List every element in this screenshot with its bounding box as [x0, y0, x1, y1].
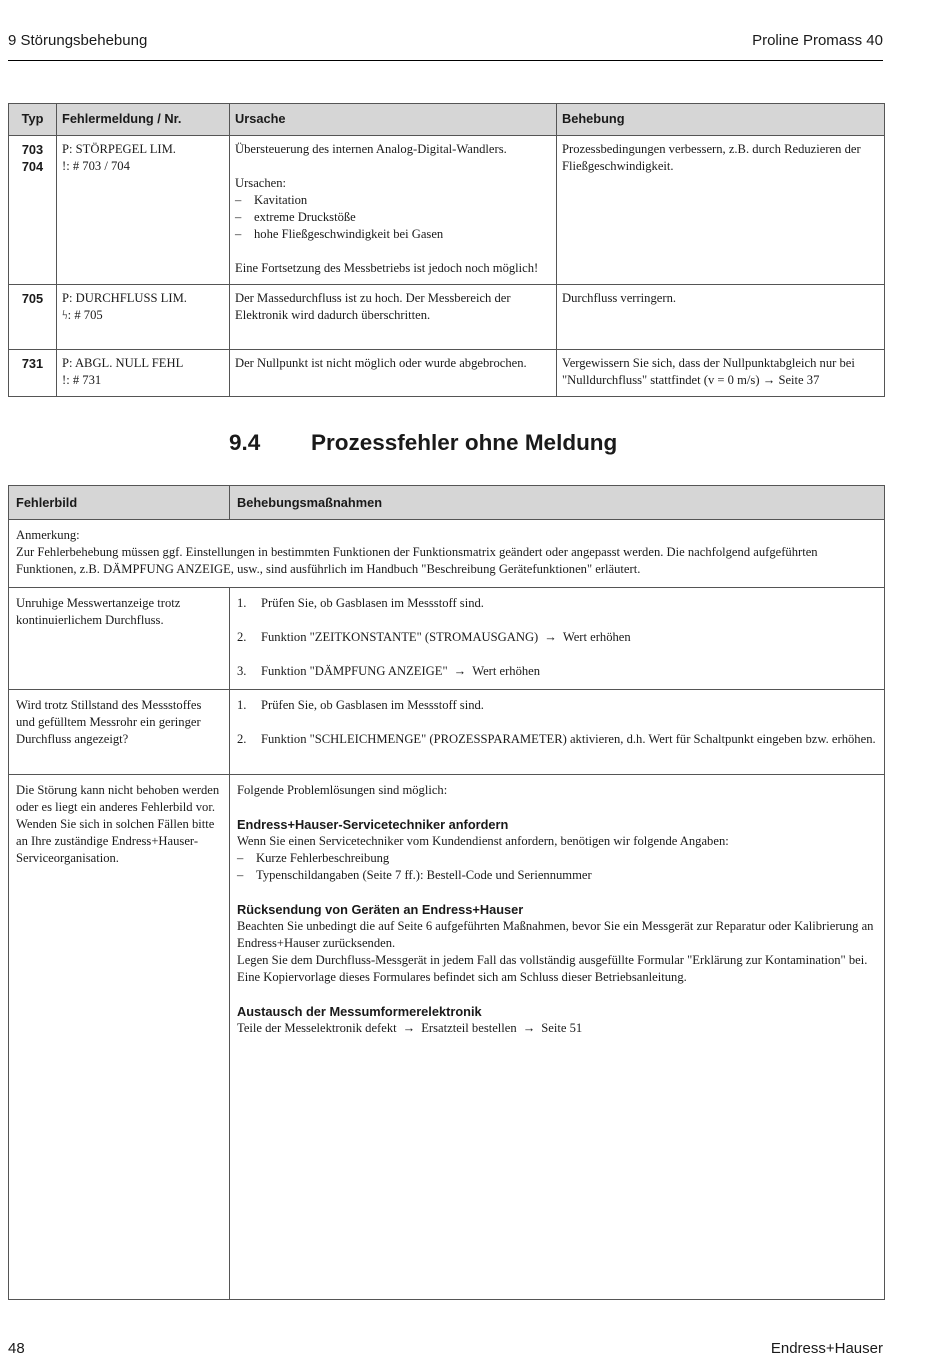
measures-cell: [230, 690, 885, 775]
intro-text: Folgende Problemlösungen sind möglich:: [237, 783, 448, 797]
paragraph: Beachten Sie unbedingt die auf Seite 6 aufgeführten Maßnahmen, bevor Sie ein Messgerät zur Reparatur oder Kalibrierung an Endress+Hauser zurücksenden.: [237, 919, 874, 950]
error-message-cell: [57, 285, 230, 350]
table-header-row: [9, 104, 885, 136]
cause-cell: [230, 136, 557, 285]
page-number: 48: [8, 1340, 25, 1357]
table-row: [9, 136, 885, 285]
step-result: Wert erhöhen: [562, 630, 631, 644]
measures-cell: [230, 775, 885, 1300]
list-item: [237, 663, 877, 680]
table-row: [9, 690, 885, 775]
paragraph-text: Teile der Messelektronik defekt: [237, 1021, 397, 1035]
list-item: [237, 595, 877, 612]
step-number: 2.: [237, 630, 247, 644]
list-item: [237, 731, 877, 748]
table-row: [9, 588, 885, 690]
step-text: Funktion "ZEITKONSTANTE" (STROMAUSGANG): [261, 630, 539, 644]
error-number: !: # 731: [62, 373, 102, 387]
column-header-remedy: Behebung: [557, 104, 885, 136]
table-row: [9, 285, 885, 350]
step-number: 2.: [237, 732, 247, 746]
process-error-table: [8, 485, 885, 1300]
section-heading: [229, 430, 618, 455]
page-reference: Seite 51: [541, 1021, 583, 1035]
error-number: ϟ: # 705: [62, 308, 103, 322]
arrow-icon: →: [522, 1021, 536, 1035]
error-code: 703: [21, 142, 44, 157]
column-header-message: Fehlermeldung / Nr.: [57, 104, 230, 136]
cause-cell: Der Nullpunkt ist nicht möglich oder wurde abgebrochen.: [230, 350, 557, 397]
remedy-cell: Prozessbedingungen verbessern, z.B. durch Reduzieren der Fließgeschwindigkeit.: [557, 136, 885, 285]
paragraph: Wenn Sie einen Servicetechniker vom Kundendienst anfordern, benötigen wir folgende Angaben:: [237, 834, 729, 848]
cause-cell: Der Massedurchfluss ist zu hoch. Der Messbereich der Elektronik wird dadurch überschritten.: [230, 285, 557, 350]
arrow-icon: →: [762, 373, 776, 387]
note-text: Zur Fehlerbehebung müssen ggf. Einstellungen in bestimmten Funktionen der Funktionsmatrix geändert oder angepasst werden. Die nachfolgend aufgeführten Funktionen, z.B. DÄMPFUNG ANZEIGE, usw., sind ausführlich im Handbuch "Beschreibung Gerätefunktionen" erläutert.: [16, 545, 818, 576]
step-number: 3.: [237, 664, 247, 678]
remedy-cell: [557, 350, 885, 397]
table-row: [9, 520, 885, 588]
symptom-cell: Unruhige Messwertanzeige trotz kontinuierlichem Durchfluss.: [9, 588, 230, 690]
list-item: [237, 629, 877, 646]
page-reference: Seite 37: [778, 373, 820, 387]
column-header-measures: Behebungsmaßnahmen: [230, 486, 885, 520]
cause-note: Eine Fortsetzung des Messbetriebs ist jedoch noch möglich!: [235, 261, 539, 275]
step-text: Funktion "DÄMPFUNG ANZEIGE": [261, 664, 448, 678]
paragraph: [237, 1020, 877, 1037]
list-item: – hohe Fließgeschwindigkeit bei Gasen: [235, 226, 551, 243]
error-message: P: DURCHFLUSS LIM.: [62, 291, 187, 305]
step-number: 1.: [237, 698, 247, 712]
error-type-cell: [9, 136, 57, 285]
error-code: 731: [9, 350, 57, 397]
subheading: Rücksendung von Geräten an Endress+Hauser: [237, 902, 524, 917]
step-text: Prüfen Sie, ob Gasblasen im Messstoff sind.: [261, 596, 484, 610]
subheading: Austausch der Messumformerelektronik: [237, 1004, 482, 1019]
list-item: – Typenschildangaben (Seite 7 ff.): Bestell-Code und Seriennummer: [237, 867, 877, 884]
paragraph: Legen Sie dem Durchfluss-Messgerät in jedem Fall das vollständig ausgefüllte Formular "Erklärung zur Kontamination" bei. Eine Kopiervorlage dieses Formulares befindet sich am Schluss dieser Betriebsanleitung.: [237, 953, 868, 984]
note-label: Anmerkung:: [16, 528, 80, 542]
arrow-icon: →: [402, 1021, 416, 1035]
table-row: [9, 775, 885, 1300]
column-header-cause: Ursache: [230, 104, 557, 136]
measures-cell: [230, 588, 885, 690]
arrow-icon: →: [453, 664, 467, 678]
running-header-product: Proline Promass 40: [752, 32, 883, 49]
paragraph-text: Ersatzteil bestellen: [421, 1021, 517, 1035]
running-header-chapter: 9 Störungsbehebung: [8, 32, 148, 49]
symptom-cell: Wird trotz Stillstand des Messstoffes und gefülltem Messrohr ein geringer Durchfluss angezeigt?: [9, 690, 230, 775]
column-header-typ: Typ: [9, 104, 57, 136]
step-text: Funktion "SCHLEICHMENGE" (PROZESSPARAMETER) aktivieren, d.h. Wert für Schaltpunkt eingeben bzw. erhöhen.: [261, 732, 876, 746]
section-number: 9.4: [229, 430, 261, 455]
list-item: – Kurze Fehlerbeschreibung: [237, 850, 877, 867]
table-header-row: [9, 486, 885, 520]
step-result: Wert erhöhen: [472, 664, 541, 678]
section-title: Prozessfehler ohne Meldung: [311, 430, 618, 455]
header-rule: [8, 60, 883, 61]
subheading: Endress+Hauser-Servicetechniker anfordern: [237, 817, 509, 832]
list-item: – Kavitation: [235, 192, 551, 209]
error-message-cell: [57, 350, 230, 397]
error-code: 705: [9, 285, 57, 350]
error-message: P: STÖRPEGEL LIM.: [62, 142, 176, 156]
error-code: 704: [21, 159, 44, 174]
list-item: [237, 697, 877, 714]
error-message-table: [8, 103, 885, 397]
cause-text: Übersteuerung des internen Analog-Digital-Wandlers.: [235, 142, 507, 156]
symptom-cell: Die Störung kann nicht behoben werden oder es liegt ein anderes Fehlerbild vor. Wenden Sie sich in solchen Fällen bitte an Ihre zuständige Endress+Hauser-Serviceorganisation.: [9, 775, 230, 1300]
arrow-icon: →: [544, 630, 557, 644]
column-header-symptom: Fehlerbild: [9, 486, 230, 520]
note-cell: [9, 520, 885, 588]
cause-label: Ursachen:: [235, 176, 287, 190]
remedy-text: Vergewissern Sie sich, dass der Nullpunktabgleich nur bei "Nulldurchfluss" stattfindet (v = 0 m/s): [562, 356, 855, 387]
error-message: P: ABGL. NULL FEHL: [62, 356, 184, 370]
brand-name: Endress+Hauser: [770, 1340, 883, 1357]
remedy-cell: Durchfluss verringern.: [557, 285, 885, 350]
error-message-cell: [57, 136, 230, 285]
table-row: [9, 350, 885, 397]
error-number: !: # 703 / 704: [62, 159, 130, 173]
step-number: 1.: [237, 596, 247, 610]
list-item: – extreme Druckstöße: [235, 209, 551, 226]
step-text: Prüfen Sie, ob Gasblasen im Messstoff sind.: [261, 698, 484, 712]
